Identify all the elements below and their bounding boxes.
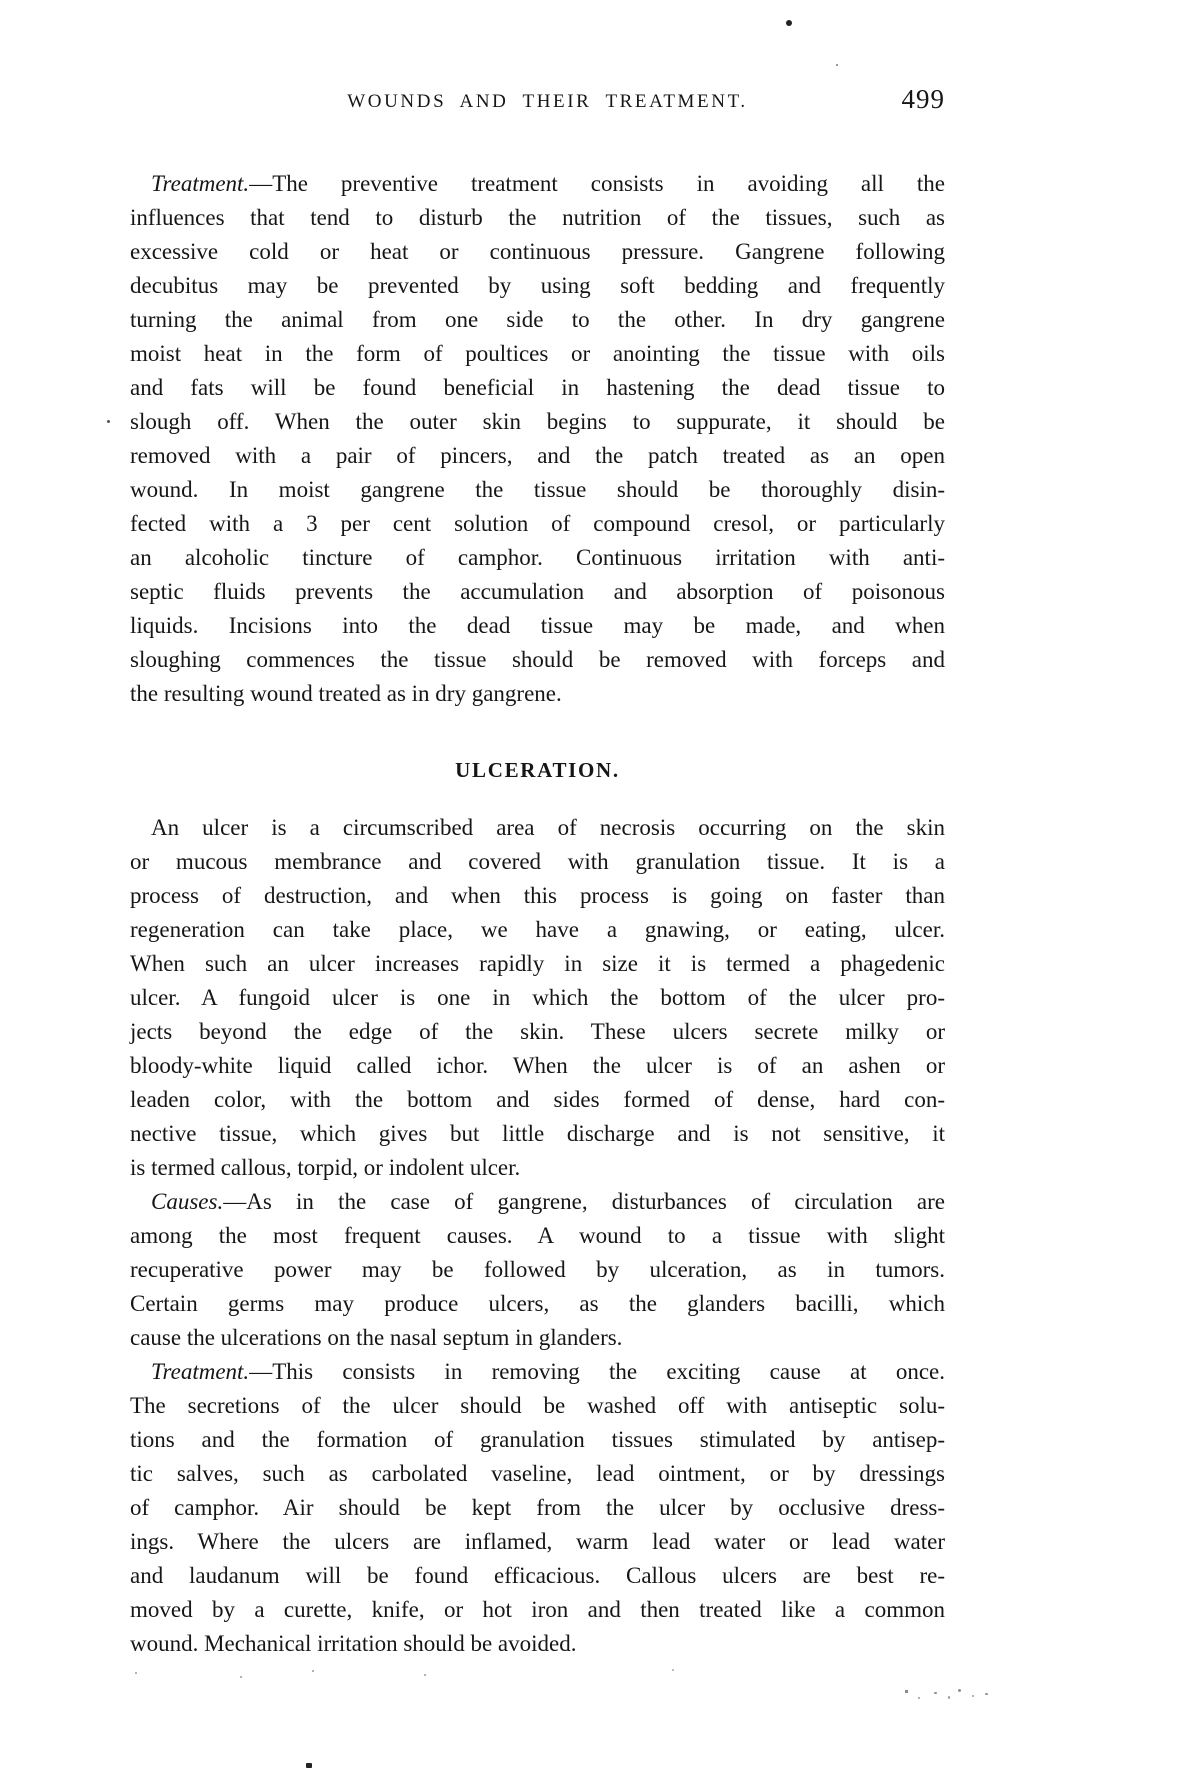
scan-speck <box>240 1676 242 1678</box>
scan-speck <box>972 1695 974 1697</box>
scan-speck <box>424 1674 426 1676</box>
text-line: ulcer. A fungoid ulcer is one in which the bottom of the ulcer pro- <box>130 985 945 1010</box>
paragraph <box>130 1185 945 1355</box>
text-line: Treatment.—The preventive treatment consists in avoiding all the <box>151 171 945 196</box>
italic-lead: Treatment. <box>151 1359 250 1384</box>
text-line: wound. Mechanical irritation should be avoided. <box>130 1631 577 1656</box>
text-line: excessive cold or heat or continuous pressure. Gangrene following <box>130 239 945 264</box>
text-line: jects beyond the edge of the skin. These ulcers secrete milky or <box>130 1019 945 1044</box>
text-line: an alcoholic tincture of camphor. Continuous irritation with anti- <box>130 545 945 570</box>
text-line: of camphor. Air should be kept from the ulcer by occlusive dress- <box>130 1495 945 1520</box>
page-header <box>130 84 945 118</box>
text-line: Certain germs may produce ulcers, as the glanders bacilli, which <box>130 1291 945 1316</box>
text-line: When such an ulcer increases rapidly in size it is termed a phagedenic <box>130 951 945 976</box>
text-line: recuperative power may be followed by ulceration, as in tumors. <box>130 1257 945 1282</box>
text-line: Causes.—As in the case of gangrene, disturbances of circulation are <box>151 1189 945 1214</box>
scan-speck <box>135 1672 137 1674</box>
text-line: wound. In moist gangrene the tissue should be thoroughly disin- <box>130 477 945 502</box>
page-number: 499 <box>901 84 945 114</box>
text-line: septic fluids prevents the accumulation and absorption of poisonous <box>130 579 945 604</box>
text-line: liquids. Incisions into the dead tissue may be made, and when <box>130 613 945 638</box>
text-line: decubitus may be prevented by using soft bedding and frequently <box>130 273 945 298</box>
section-heading: ULCERATION. <box>455 758 620 782</box>
scan-speck <box>312 1670 314 1672</box>
text-line: and fats will be found beneficial in hastening the dead tissue to <box>130 375 945 400</box>
text-line: tic salves, such as carbolated vaseline, lead ointment, or by dressings <box>130 1461 945 1486</box>
paragraph <box>130 167 945 711</box>
scan-speck <box>107 420 110 423</box>
text-line: moved by a curette, knife, or hot iron and then treated like a common <box>130 1597 945 1622</box>
text-line: fected with a 3 per cent solution of compound cresol, or particularly <box>130 511 945 536</box>
text-line: and laudanum will be found efficacious. Callous ulcers are best re- <box>130 1563 945 1588</box>
text-line: influences that tend to disturb the nutrition of the tissues, such as <box>130 205 945 230</box>
paragraph <box>130 1355 945 1661</box>
text-line: sloughing commences the tissue should be removed with forceps and <box>130 647 945 672</box>
text-line: among the most frequent causes. A wound to a tissue with slight <box>130 1223 945 1248</box>
text-line: moist heat in the form of poultices or anointing the tissue with oils <box>130 341 945 366</box>
scan-speck <box>958 1689 961 1692</box>
scan-speck <box>672 1669 674 1671</box>
text-line: removed with a pair of pincers, and the patch treated as an open <box>130 443 945 468</box>
text-line: the resulting wound treated as in dry gangrene. <box>130 681 562 706</box>
scan-speck <box>836 64 838 66</box>
paragraph <box>130 811 945 1185</box>
text-line: An ulcer is a circumscribed area of necrosis occurring on the skin <box>151 815 945 840</box>
scan-speck <box>918 1697 920 1699</box>
scan-speck <box>948 1696 950 1699</box>
text-line: or mucous membrance and covered with granulation tissue. It is a <box>130 849 945 874</box>
scan-speck <box>934 1692 937 1694</box>
scan-speck <box>905 1690 908 1693</box>
text-line: cause the ulcerations on the nasal septum in glanders. <box>130 1325 623 1350</box>
text-line: turning the animal from one side to the other. In dry gangrene <box>130 307 945 332</box>
text-line: tions and the formation of granulation tissues stimulated by antisep- <box>130 1427 945 1452</box>
text-line: ings. Where the ulcers are inflamed, warm lead water or lead water <box>130 1529 945 1554</box>
text-line: bloody-white liquid called ichor. When the ulcer is of an ashen or <box>130 1053 945 1078</box>
text-line: The secretions of the ulcer should be washed off with antiseptic solu- <box>130 1393 945 1418</box>
scan-speck <box>306 1763 312 1768</box>
scan-speck <box>786 20 792 26</box>
text-line: nective tissue, which gives but little discharge and is not sensitive, it <box>130 1121 945 1146</box>
text-line: Treatment.—This consists in removing the exciting cause at once. <box>151 1359 945 1384</box>
italic-lead: Causes. <box>151 1189 224 1214</box>
running-title: WOUNDS AND THEIR TREATMENT. <box>347 91 748 112</box>
text-line: slough off. When the outer skin begins to suppurate, it should be <box>130 409 945 434</box>
text-line: is termed callous, torpid, or indolent ulcer. <box>130 1155 521 1180</box>
text-line: process of destruction, and when this process is going on faster than <box>130 883 945 908</box>
text-line: leaden color, with the bottom and sides formed of dense, hard con- <box>130 1087 945 1112</box>
text-block <box>130 167 945 1661</box>
italic-lead: Treatment. <box>151 171 250 196</box>
scan-speck <box>985 1693 988 1695</box>
text-line: regeneration can take place, we have a gnawing, or eating, ulcer. <box>130 917 945 942</box>
